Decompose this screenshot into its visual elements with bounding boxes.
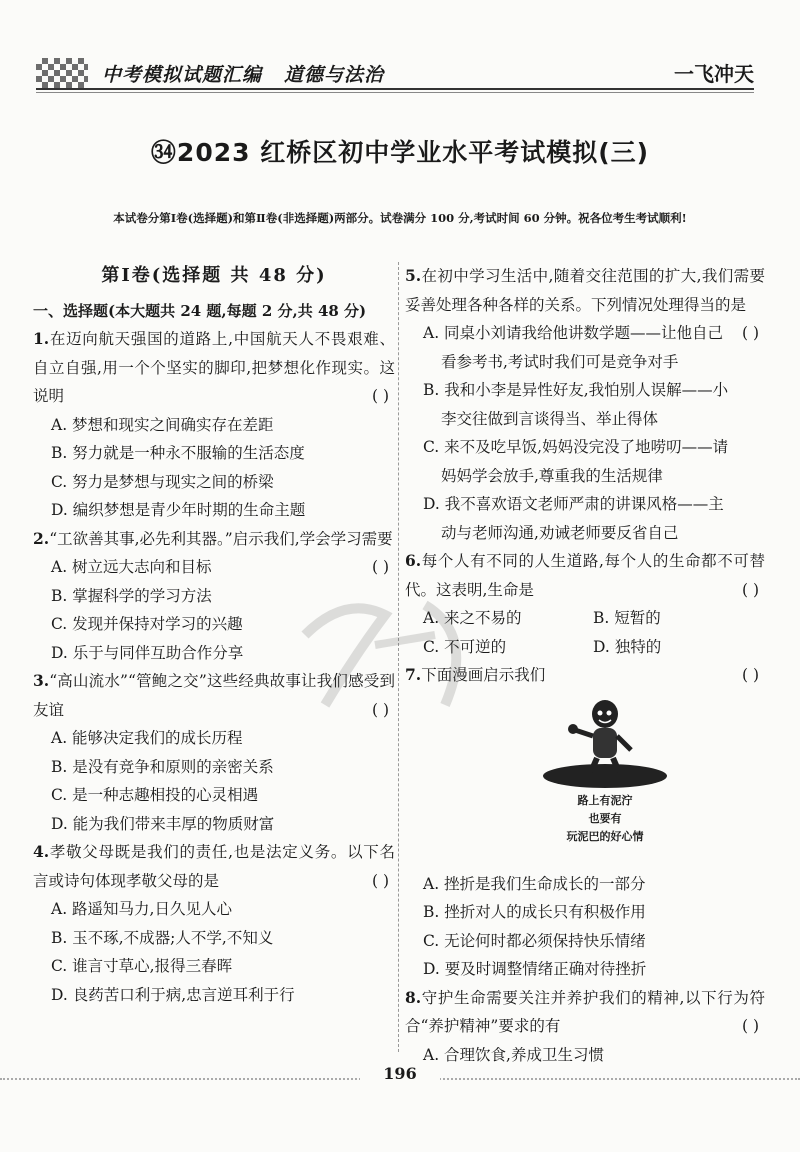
cartoon-caption bbox=[505, 792, 705, 846]
option: A. 来之不易的 bbox=[423, 609, 522, 627]
option: D. 乐于与同伴互助合作分享 bbox=[51, 643, 244, 662]
option: C. 无论何时都必须保持快乐情绪 bbox=[423, 931, 646, 950]
question-number: 5. bbox=[405, 266, 422, 285]
question-stem: 在迈向航天强国的道路上,中国航天人不畏艰难、自立自强,用一个个坚实的脚印,把梦想化作现实。这说明 bbox=[33, 330, 395, 405]
answer-blank: ( ) bbox=[371, 700, 389, 719]
option: D. 我不喜欢语文老师严肃的讲课风格——主 bbox=[423, 495, 724, 513]
option: A. 树立远大志向和目标 bbox=[51, 558, 212, 576]
option: A. 合理饮食,养成卫生习惯 bbox=[423, 1045, 604, 1064]
question-4 bbox=[33, 838, 395, 1009]
page-number: 196 bbox=[360, 1064, 440, 1083]
caption-line: 路上有泥泞 bbox=[577, 793, 633, 807]
header-subject: 道德与法治 bbox=[284, 64, 385, 86]
question-number: 2. bbox=[33, 528, 50, 548]
watermark-logo-icon bbox=[285, 575, 505, 735]
question-stem: 每个人有不同的人生道路,每个人的生命都不可替代。这表明,生命是 bbox=[405, 552, 765, 599]
answer-blank: ( ) bbox=[741, 324, 759, 342]
option: B. 短暂的 bbox=[593, 609, 661, 627]
option: D. 良药苦口利于病,忠言逆耳利于行 bbox=[51, 985, 295, 1004]
question-number: 3. bbox=[33, 671, 50, 690]
header-series: 中考模拟试题汇编 道德与法治 bbox=[102, 64, 385, 86]
question-stem: 下面漫画启示我们 bbox=[421, 666, 546, 684]
page-header bbox=[0, 0, 800, 100]
header-rule bbox=[36, 88, 754, 90]
option: B. 掌握科学的学习方法 bbox=[51, 586, 212, 605]
answer-blank: ( ) bbox=[371, 558, 389, 576]
part-title: 一、选择题(本大题共 24 题,每题 2 分,共 48 分) bbox=[33, 301, 367, 320]
option-continued: 看参考书,考试时我们可是竞争对手 bbox=[441, 352, 679, 371]
answer-blank: ( ) bbox=[741, 580, 759, 599]
option: B. 玉不琢,不成器;人不学,不知义 bbox=[51, 928, 274, 947]
header-brand-logo: 一飞冲天 bbox=[674, 62, 754, 86]
option: D. 编织梦想是青少年时期的生命主题 bbox=[51, 501, 306, 519]
option: D. 要及时调整情绪正确对待挫折 bbox=[423, 960, 647, 978]
option: C. 努力是梦想与现实之间的桥梁 bbox=[51, 472, 274, 491]
answer-blank: ( ) bbox=[741, 666, 759, 684]
answer-blank: ( ) bbox=[371, 871, 389, 890]
answer-blank: ( ) bbox=[741, 1017, 759, 1035]
caption-line: 玩泥巴的好心情 bbox=[566, 829, 644, 843]
option-continued: 李交往做到言谈得当、举止得体 bbox=[441, 409, 659, 428]
checker-decoration bbox=[36, 58, 88, 88]
question-stem: 守护生命需要关注并养护我们的精神,以下行为符合“养护精神”要求的有 bbox=[405, 988, 765, 1035]
option: B. 我和小李是异性好友,我怕别人误解——小 bbox=[423, 381, 729, 399]
question-1 bbox=[33, 325, 395, 525]
cartoon-illustration bbox=[505, 696, 705, 866]
option: B. 挫折对人的成长只有积极作用 bbox=[423, 903, 646, 921]
option: A. 路遥知马力,日久见人心 bbox=[51, 900, 232, 918]
answer-blank: ( ) bbox=[371, 387, 389, 405]
option: B. 是没有竞争和原则的亲密关系 bbox=[51, 757, 274, 776]
option: D. 独特的 bbox=[593, 637, 662, 656]
option: A. 挫折是我们生命成长的一部分 bbox=[423, 874, 646, 893]
option: A. 梦想和现实之间确实存在差距 bbox=[51, 415, 274, 434]
option: D. 能为我们带来丰厚的物质财富 bbox=[51, 814, 275, 833]
option: C. 来不及吃早饭,妈妈没完没了地唠叨——请 bbox=[423, 438, 729, 456]
question-stem: “工欲善其事,必先利其器。”启示我们,学会学习需要 bbox=[49, 529, 393, 548]
exam-instructions: 本试卷分第Ⅰ卷(选择题)和第Ⅱ卷(非选择题)两部分。试卷满分 100 分,考试时间 60 分钟。祝各位考生考试顺利! bbox=[113, 211, 687, 225]
option: C. 是一种志趣相投的心灵相遇 bbox=[51, 786, 259, 804]
option: B. 努力就是一种永不服输的生活态度 bbox=[51, 444, 305, 462]
question-5 bbox=[405, 262, 765, 547]
question-number: 8. bbox=[405, 987, 422, 1007]
option: C. 发现并保持对学习的兴趣 bbox=[51, 615, 243, 633]
child-in-mud-icon bbox=[505, 696, 705, 792]
question-number: 1. bbox=[33, 329, 50, 348]
question-stem: 孝敬父母既是我们的责任,也是法定义务。以下名言或诗句体现孝敬父母的是 bbox=[33, 843, 395, 890]
question-number: 7. bbox=[405, 665, 422, 684]
header-rule-thin bbox=[36, 92, 754, 93]
option-continued: 妈妈学会放手,尊重我的生活规律 bbox=[441, 466, 663, 485]
section-title: 第Ⅰ卷(选择题 共 48 分) bbox=[101, 265, 327, 286]
question-8 bbox=[405, 984, 765, 1070]
option: C. 不可逆的 bbox=[423, 637, 507, 656]
option: C. 谁言寸草心,报得三春晖 bbox=[51, 957, 233, 975]
question-stem: “高山流水”“管鲍之交”这些经典故事让我们感受到友谊 bbox=[33, 672, 395, 719]
option: A. 能够决定我们的成长历程 bbox=[51, 729, 243, 747]
option: A. 同桌小刘请我给他讲数学题——让他自己 bbox=[423, 324, 724, 342]
question-number: 4. bbox=[33, 842, 50, 861]
option-continued: 动与老师沟通,劝诫老师要反省自己 bbox=[441, 523, 679, 542]
exam-title: ㉞2023 红桥区初中学业水平考试模拟(三) bbox=[150, 138, 650, 167]
question-number: 6. bbox=[405, 551, 422, 570]
question-stem: 在初中学习生活中,随着交往范围的扩大,我们需要妥善处理各种各样的关系。下列情况处理得当的是 bbox=[405, 267, 765, 314]
caption-line: 也要有 bbox=[588, 811, 622, 825]
